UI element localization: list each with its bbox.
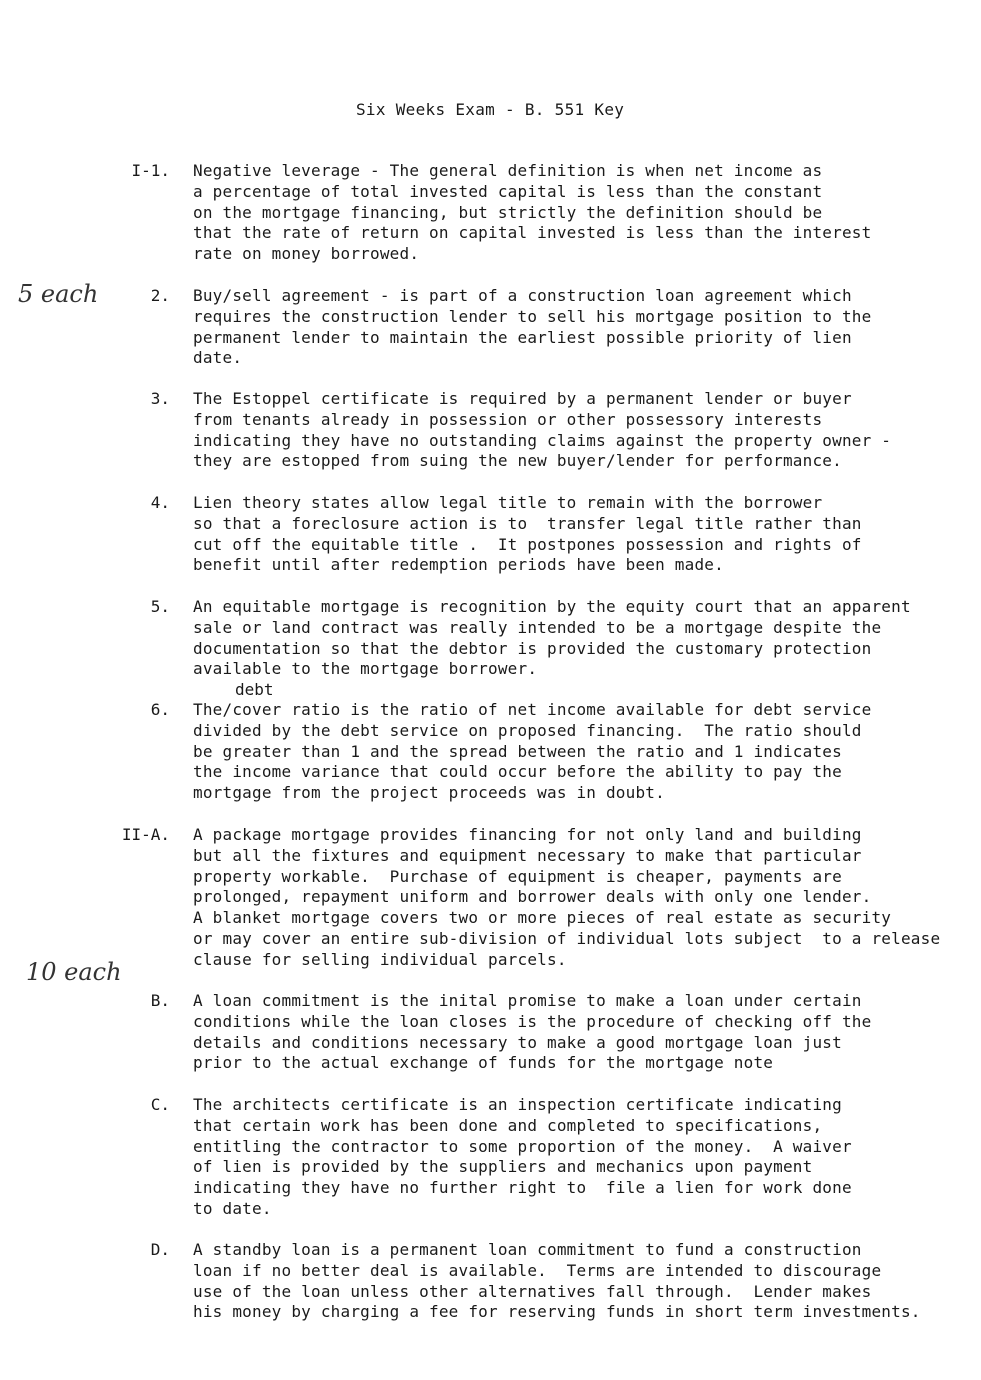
item-number: 4.	[150, 493, 170, 512]
item-number: C.	[150, 1095, 170, 1114]
margin-note-5-each: 5 each	[18, 280, 99, 308]
item-answer-text: A standby loan is a permanent loan commitment to fund a construction loan if no better deal is available. Terms are intended to discourage use of the loan unless other alternatives fall through. Lender makes his money by charging a fee for reserving funds in short term investments.	[193, 1240, 921, 1322]
item-number: II-A.	[121, 825, 170, 844]
margin-note-10-each: 10 each	[26, 958, 122, 986]
item-answer-text: An equitable mortgage is recognition by the equity court that an apparent sale or land contract was really intended to be a mortgage despite the documentation so that the debtor is provided the customary protection available to the mortgage borrower.	[193, 597, 911, 679]
item-answer-text: A package mortgage provides financing for not only land and building but all the fixtures and equipment necessary to make that particular property workable. Purchase of equipment is cheaper, payments are prolonged, repayment uniform and borrower deals with only one lender. A blanket mortgage covers two or more pieces of real estate as security or may cover an entire sub-division of individual lots subject to a release clause for selling individual parcels.	[193, 825, 941, 969]
item-answer-text: Negative leverage - The general definition is when net income as a percentage of total invested capital is less than the constant on the mortgage financing, but strictly the definition should be that the rate of return on capital invested is less than the interest rate on money borrowed.	[193, 161, 872, 264]
item-number: D.	[150, 1240, 170, 1259]
item-number: 6.	[150, 700, 170, 719]
interlinear-insertion: debt	[235, 680, 274, 699]
item-answer-text: A loan commitment is the inital promise to make a loan under certain conditions while the loan closes is the procedure of checking off the details and conditions necessary to make a good mortgage loan just prior to the actual exchange of funds for the mortgage note	[193, 991, 872, 1073]
item-number: 5.	[150, 597, 170, 616]
item-number: 2.	[150, 286, 170, 305]
item-number: B.	[150, 991, 170, 1010]
item-number: I-1.	[131, 161, 170, 180]
item-answer-text: The architects certificate is an inspection certificate indicating that certain work has been done and completed to specifications, entitling the contractor to some proportion of the money. A waiver of lien is provided by the suppliers and mechanics upon payment indicating they have no further right to file a lien for work done to date.	[193, 1095, 852, 1218]
item-answer-text: Lien theory states allow legal title to remain with the borrower so that a foreclosure action is to transfer legal title rather than cut off the equitable title . It postpones possession and rights of benefit until after redemption periods have been made.	[193, 493, 862, 575]
item-answer-text: Buy/sell agreement - is part of a construction loan agreement which requires the construction lender to sell his mortgage position to the permanent lender to maintain the earliest possible priority of lien date.	[193, 286, 872, 368]
page-title: Six Weeks Exam - B. 551 Key	[356, 100, 625, 119]
item-answer-text: The/cover ratio is the ratio of net income available for debt service divided by the debt service on proposed financing. The ratio should be greater than 1 and the spread between the ratio and 1 indicates the income variance that could occur before the ability to pay the mortgage from the project proceeds was in doubt.	[193, 700, 872, 803]
item-number: 3.	[150, 389, 170, 408]
item-answer-text: The Estoppel certificate is required by a permanent lender or buyer from tenants already in possession or other possessory interests indicating they have no outstanding claims against the property owner - they are estopped from suing the new buyer/lender for performance.	[193, 389, 892, 471]
